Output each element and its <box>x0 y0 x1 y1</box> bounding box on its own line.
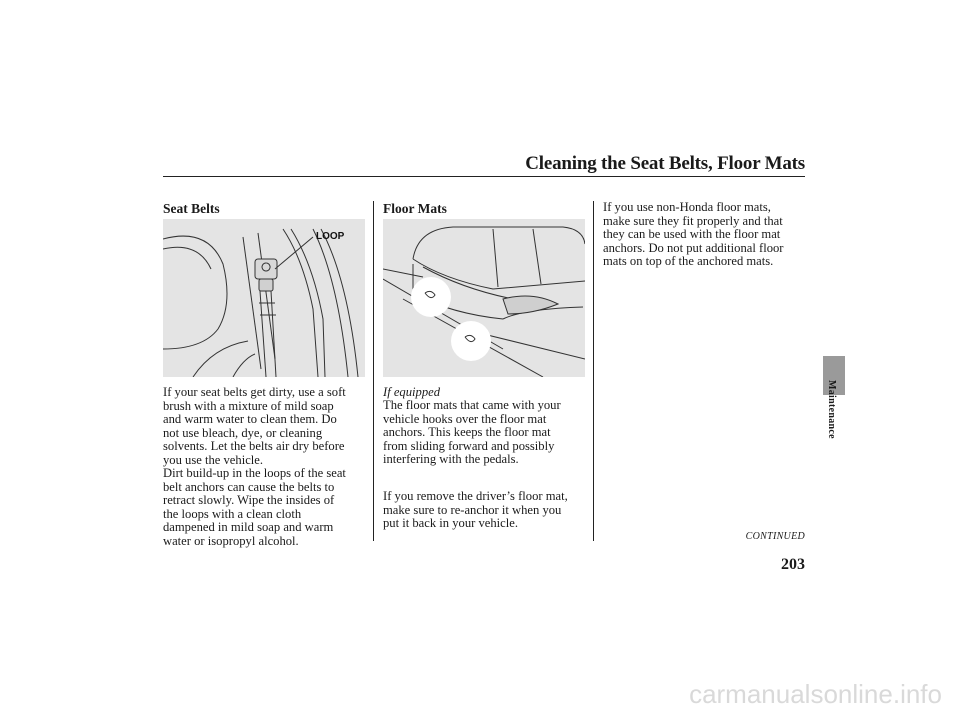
column-divider-left <box>373 201 374 541</box>
seat-belts-heading: Seat Belts <box>163 201 220 216</box>
seat-belts-paragraph-2: Dirt build-up in the loops of the seat belt anchors can cause the belts to retract slowly. Wipe the insides of the loops with a clean cloth dampened in mild soap and warm water or isopropyl alcohol. <box>163 466 346 548</box>
column-divider-right <box>593 201 594 541</box>
floor-mat-illustration <box>383 219 585 377</box>
floor-mats-paragraph-3: If you use non-Honda floor mats, make sure they fit properly and that they can be used with the floor mat anchors. Do not put additional floor mats on top of the anchored mats. <box>603 200 784 269</box>
watermark-text: carmanualsonline.info <box>689 679 942 709</box>
seat-belts-paragraph-1: If your seat belts get dirty, use a soft brush with a mixture of mild soap and warm water to clean them. Do not use bleach, dye, or cleaning solvents. Let the belts air dry before you use the vehicle. <box>163 385 346 467</box>
page-title: Cleaning the Seat Belts, Floor Mats <box>525 153 805 174</box>
section-label: Maintenance <box>826 380 837 439</box>
page-number: 203 <box>781 556 805 573</box>
seat-belt-illustration <box>163 219 365 377</box>
if-equipped-note: If equipped <box>383 385 441 399</box>
title-rule <box>163 176 805 177</box>
floor-mats-paragraph-1: The floor mats that came with your vehicle hooks over the floor mat anchors. This keeps the floor mat from sliding forward and possibly interfering with the pedals. <box>383 398 561 467</box>
floor-mats-heading: Floor Mats <box>383 201 447 216</box>
watermark-footer <box>0 674 960 714</box>
continued-label: CONTINUED <box>745 531 805 542</box>
loop-label: LOOP <box>316 231 345 242</box>
floor-mat-drawing <box>383 219 585 377</box>
seat-belt-drawing <box>163 219 365 377</box>
floor-mats-paragraph-2: If you remove the driver’s floor mat, make sure to re-anchor it when you put it back in your vehicle. <box>383 489 568 531</box>
